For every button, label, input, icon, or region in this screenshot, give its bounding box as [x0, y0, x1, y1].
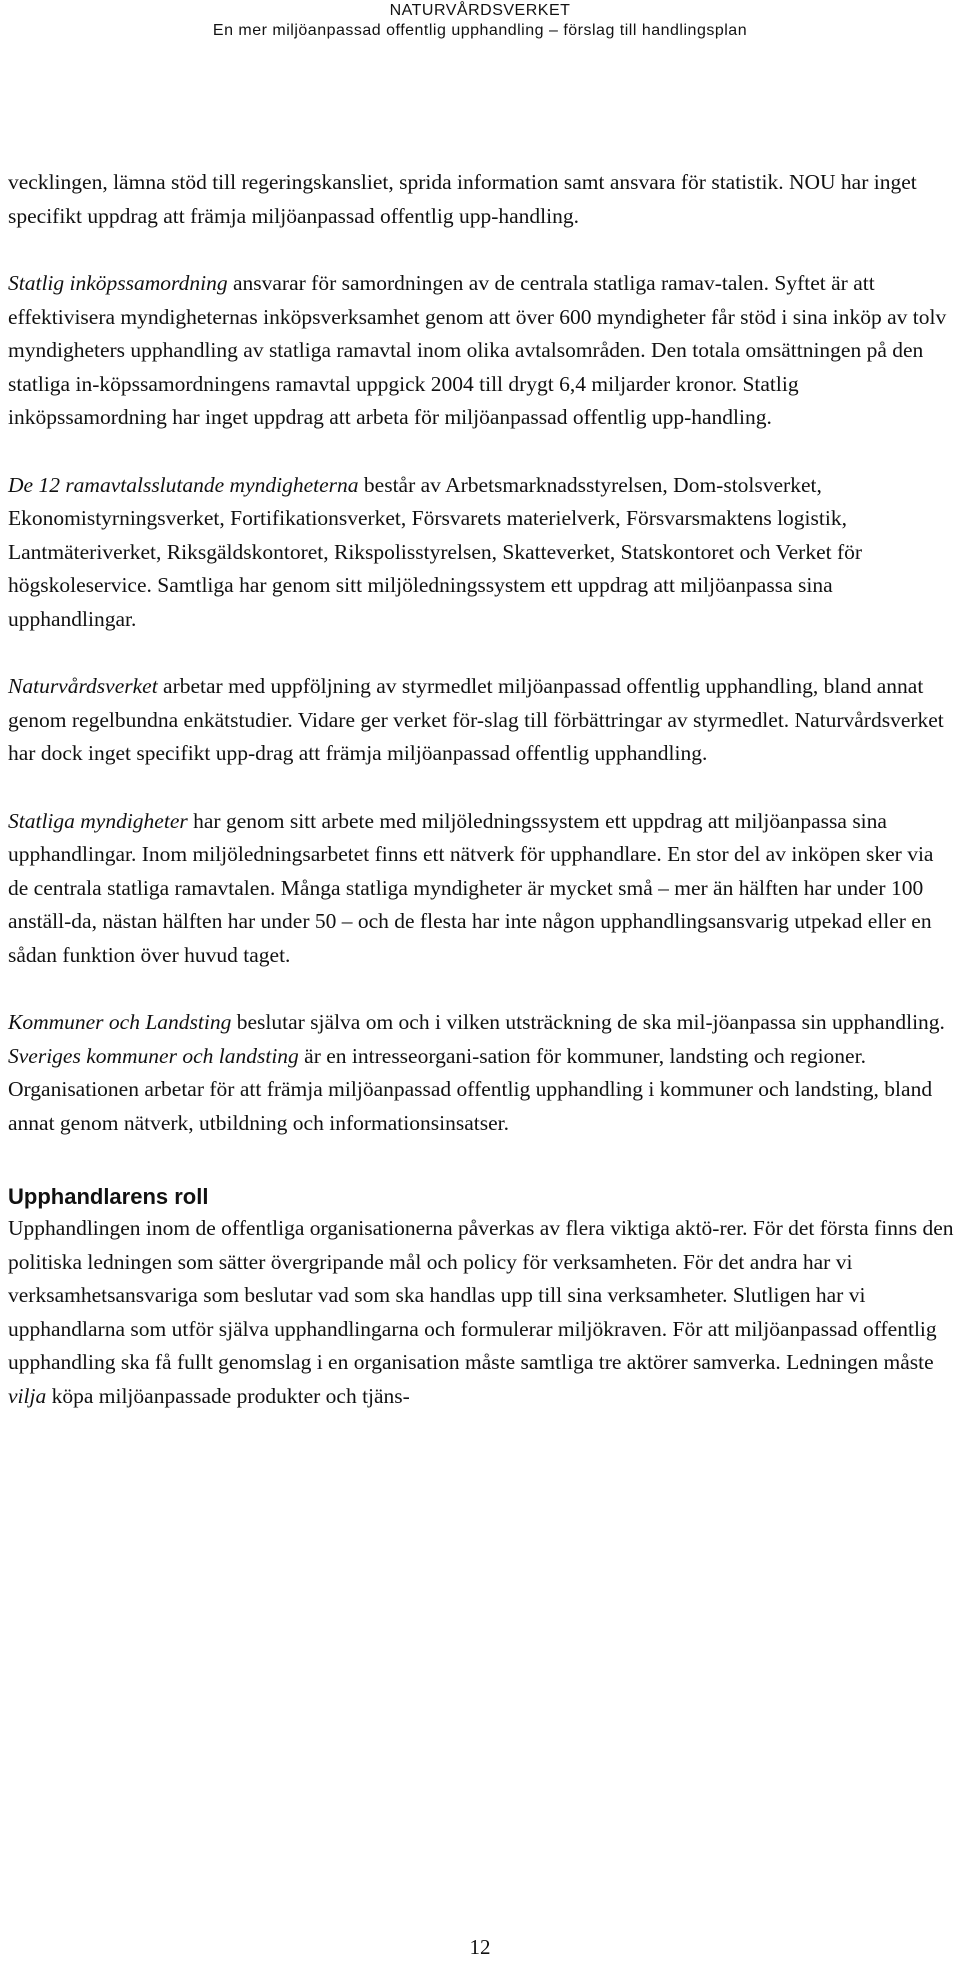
emphasis-word: vilja [8, 1383, 47, 1408]
paragraph-ramavtalsslutande-myndigheter [8, 469, 956, 637]
paragraph-text-continued: köpa miljöanpassade produkter och tjäns- [46, 1383, 410, 1408]
page-header [0, 0, 960, 41]
body-text [8, 166, 956, 1413]
paragraph-naturvardsverket [8, 670, 956, 771]
paragraph-lead: Statliga myndigheter [8, 808, 188, 833]
paragraph-lead: Naturvårdsverket [8, 674, 158, 698]
paragraph-text-continued: är en intresseorgani-sation för kommuner, landsting och regioner. Organisationen arbetar för att främja miljöanpassad offentlig upphandling i kommuner och landsting, bland annat genom nätverk, utbildning och informationsinsatser. [8, 1043, 933, 1135]
paragraph-upphandlarens-roll [8, 1212, 956, 1413]
paragraph-lead: Statlig inköpssamordning [8, 271, 228, 295]
paragraph-statlig-inkopssamordning [8, 267, 956, 435]
paragraph-text: vecklingen, lämna stöd till regeringskansliet, sprida information samt ansvara för statistik. NOU har inget specifikt uppdrag att främja miljöanpassad offentlig upp-handling. [8, 170, 917, 228]
paragraph-statliga-myndigheter [8, 805, 956, 973]
paragraph-lead: Kommuner och Landsting [8, 1010, 232, 1034]
paragraph-text: Upphandlingen inom de offentliga organisationerna påverkas av flera viktiga aktö-rer. För det första finns den politiska ledningen som sätter övergripande mål och policy för verksamheten. För det andra har vi verksamhetsansvariga som beslutar vad som ska handlas upp till sina verksamheter. Slutligen har vi upphandlarna som utför själva upphandlingarna och formulerar miljökraven. För att miljöanpassad offentlig upphandling ska få fullt genomslag i en organisation måste samtliga tre aktörer samverka. Ledningen måste [8, 1216, 954, 1374]
paragraph-text: beslutar själva om och i vilken utsträckning de ska mil-jöanpassa sin upphandling. [231, 1010, 945, 1034]
page-number: 12 [469, 1935, 491, 1959]
paragraph-kommuner-och-landsting [8, 1006, 956, 1140]
paragraph-text: ansvarar för samordningen av de centrala statliga ramav-talen. Syftet är att effektivisera myndigheternas inköpsverksamhet genom att över 600 myndigheter får stöd i sina inköp av tolv myndigheters upphandling av statliga ramavtal inom olika avtalsområden. Den totala omsättningen på den statliga in-köpssamordningens ramavtal uppgick 2004 till drygt 6,4 miljarder kronor. Statlig inköpssamordning har inget uppdrag att arbeta för miljöanpassad offentlig upp-handling. [8, 271, 947, 429]
paragraph-text: består av Arbetsmarknadsstyrelsen, Dom-stolsverket, Ekonomistyrningsverket, Fortifikationsverket, Försvarets materielverk, Försvarsmaktens logistik, Lantmäteriverket, Riksgäldskontoret, Rikspolisstyrelsen, Skatteverket, Statskontoret och Verket för högskoleservice. Samtliga har genom sitt miljöledningssystem ett uppdrag att miljöanpassa sina upphandlingar. [8, 472, 863, 631]
header-organization: NATURVÅRDSVERKET [389, 2, 571, 19]
section-heading: Upphandlarens roll [8, 1184, 209, 1209]
paragraph-lead: De 12 ramavtalsslutande myndigheterna [8, 472, 359, 497]
paragraph-nou-continuation [8, 166, 956, 233]
paragraph-text: har genom sitt arbete med miljöledningssystem ett uppdrag att miljöanpassa sina upphandlingar. Inom miljöledningsarbetet finns ett nätverk för upphandlare. En stor del av inköpen sker via de centrala statliga ramavtalen. Många statliga myndigheter är mycket små – mer än hälften har under 100 anställ-da, nästan hälften har under 50 – och de flesta har inte någon upphandlingsansvarig utpekad eller en sådan funktion över huvud taget. [8, 808, 934, 967]
header-document-title: En mer miljöanpassad offentlig upphandling – förslag till handlingsplan [212, 22, 748, 39]
paragraph-text: arbetar med uppföljning av styrmedlet miljöanpassad offentlig upphandling, bland annat genom regelbundna enkätstudier. Vidare ger verket för-slag till förbättringar av styrmedlet. Naturvårdsverket har dock inget specifikt upp-drag att främja miljöanpassad offentlig upphandling. [8, 674, 944, 765]
paragraph-secondary-lead: Sveriges kommuner och landsting [8, 1043, 299, 1068]
